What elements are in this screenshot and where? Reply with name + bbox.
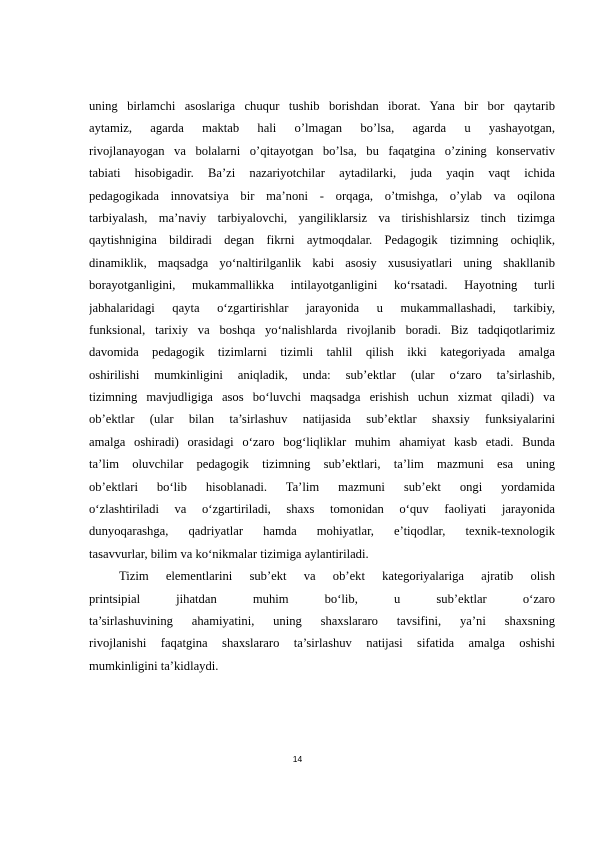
text-line: mumkinligini ta’kidlaydi. — [89, 658, 219, 673]
text-line: amalga oshiradi) orasidagi o‘zaro bog‘liqliklar muhim ahamiyat kasb etadi. Bunda — [89, 434, 555, 449]
text-line: rivojlanayogan va bolalarni o’qitayotgan bo’lsa, bu faqatgina o’zining konservativ — [89, 143, 555, 158]
page-number: 14 — [292, 754, 303, 764]
text-line: printsipial jihatdan muhim bo‘lib, u sub’ektlar o‘zaro — [89, 591, 555, 606]
text-line: tasavvurlar, bilim va ko‘nikmalar tizimiga aylantiriladi. — [89, 546, 369, 561]
text-line: pedagogikada innovatsiya bir ma’noni - orqaga, o’tmishga, o’ylab va oqilona — [89, 188, 555, 203]
text-line: dunyoqarashga, qadriyatlar hamda mohiyatlar, e’tiqodlar, texnik-texnologik — [89, 524, 555, 539]
text-line: davomida pedagogik tizimlarni tizimli tahlil qilish ikki kategoriyada amalga — [89, 345, 555, 360]
text-line: tarbiyalash, ma’naviy tarbiyalovchi, yangiliklarsiz va tirishishlarsiz tinch tizimga — [89, 210, 555, 225]
text-line: aytamiz, agarda maktab hali o’lmagan bo’lsa, agarda u yashayotgan, — [89, 121, 555, 136]
body-text — [89, 95, 555, 677]
text-line: Tizim elementlarini sub’ekt va ob’ekt kategoriyalariga ajratib olish — [119, 569, 555, 584]
text-line: rivojlanishi faqatgina shaxslararo ta’sirlashuv natijasi sifatida amalga oshishi — [89, 636, 555, 651]
text-line: tizimning mavjudligiga asos bo‘luvchi maqsadga erishish uchun xizmat qiladi) va — [89, 390, 555, 405]
text-line: oshirilishi mumkinligini aniqladik, unda: sub’ektlar (ular o‘zaro ta’sirlashib, — [89, 367, 555, 382]
text-line: borayotganligini, mukammallikka intilayotganligini ko‘rsatadi. Hayotning turli — [89, 278, 555, 293]
text-line: ob’ektlar (ular bilan ta’sirlashuv natijasida sub’ektlar shaxsiy funksiyalarini — [89, 412, 555, 427]
text-line: jabhalaridagi qayta o‘zgartirishlar jarayonida u mukammallashadi, tarkibiy, — [89, 300, 555, 315]
text-line: uning birlamchi asoslariga chuqur tushib borishdan iborat. Yana bir bor qaytarib — [89, 99, 555, 113]
text-line: o‘zlashtiriladi va o‘zgartiriladi, shaxs tomonidan o‘quv faoliyati jarayonida — [89, 502, 555, 517]
text-line: qaytishnigina bildiradi degan fikrni aytmoqdalar. Pedagogik tizimning ochiqlik, — [89, 233, 555, 248]
text-line: ta’lim oluvchilar pedagogik tizimning sub’ektlari, ta’lim mazmuni esa uning — [89, 457, 555, 472]
text-line: dinamiklik, maqsadga yo‘naltirilganlik kabi asosiy xususiyatlari uning shakllanib — [89, 255, 555, 270]
text-line: ob’ektlari bo‘lib hisoblanadi. Ta’lim mazmuni sub’ekt ongi yordamida — [89, 479, 555, 494]
text-line: funksional, tarixiy va boshqa yo‘nalishlarda rivojlanib boradi. Biz tadqiqotlarimiz — [89, 322, 555, 337]
text-line: ta’sirlashuvining ahamiyatini, uning shaxslararo tavsifini, ya’ni shaxsning — [89, 613, 555, 628]
text-line: tabiati hisobigadir. Ba’zi nazariyotchilar aytadilarki, juda yaqin vaqt ichida — [89, 166, 555, 181]
